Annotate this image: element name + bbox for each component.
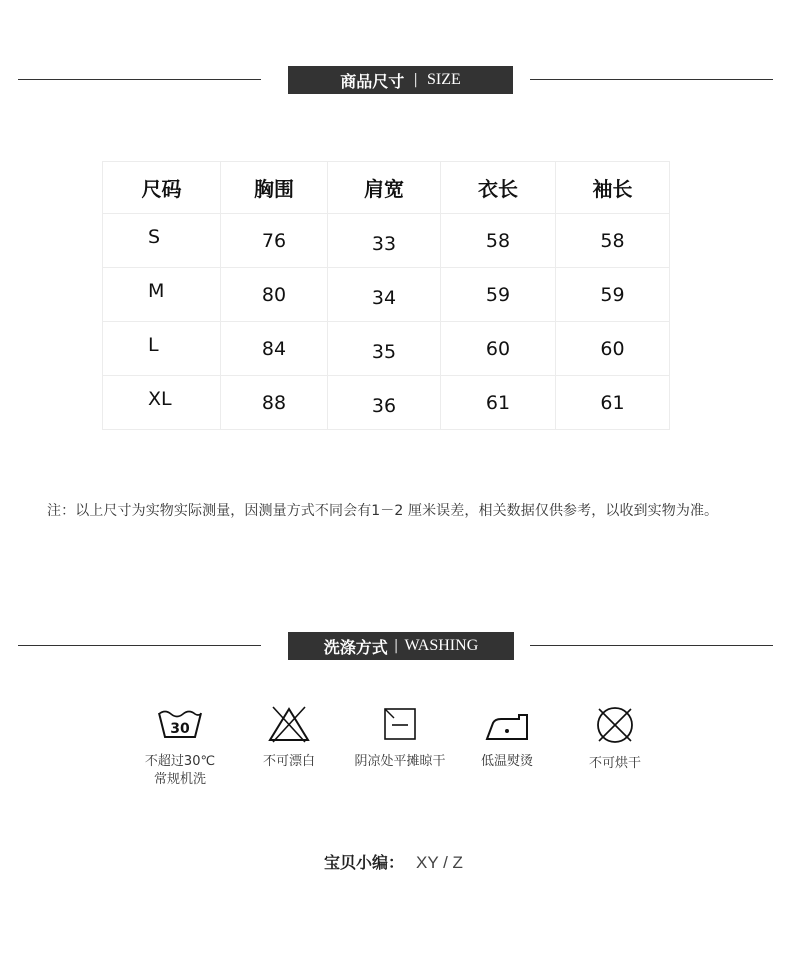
wash-temp-label: 30 [170,721,190,737]
editor-value: XY / Z [416,853,463,872]
header-size: 尺码 [103,162,221,214]
editor-credit [324,850,463,873]
wash-title-banner [288,632,514,660]
length-cell: 59 [441,268,556,322]
header-rule-left [18,79,261,80]
care-label: 不可漂白 [262,754,315,769]
care-item-dry-flat [345,705,455,771]
header-sleeve: 袖长 [556,162,670,214]
chest-cell: 88 [221,376,328,430]
care-item-no-tumble-dry [560,705,670,773]
wash-section-header [0,632,790,660]
header-shoulder: 肩宽 [328,162,441,214]
size-title-en: SIZE [426,71,461,88]
title-separator: | [413,72,418,88]
length-cell: 60 [441,322,556,376]
size-cell: M [103,264,221,318]
sleeve-cell: 58 [556,214,670,268]
wash-30-icon [156,705,204,743]
shoulder-cell: 34 [328,271,441,325]
length-cell: 58 [441,214,556,268]
header-length: 衣长 [441,162,556,214]
care-label: 不可烘干 [588,756,641,771]
size-cell: L [103,318,221,372]
size-cell: S [103,210,221,264]
chest-cell: 80 [221,268,328,322]
chest-cell: 84 [221,322,328,376]
table-row [103,214,670,268]
size-cell: XL [103,372,221,426]
size-section-header [0,66,790,94]
no-tumble-dry-icon [591,705,639,745]
care-item-no-bleach [234,705,344,771]
care-item-iron-low [452,705,562,771]
care-label: 阴凉处平摊晾干 [354,754,446,769]
sleeve-cell: 61 [556,376,670,430]
size-title-cn: 商品尺寸 [340,71,405,91]
care-label-line: 不超过30℃ [144,754,216,769]
wash-title-en: WASHING [404,637,479,654]
care-label: 低温熨烫 [480,754,533,769]
header-rule-right [530,645,773,646]
chest-cell: 76 [221,214,328,268]
header-chest: 胸围 [221,162,328,214]
measurement-note: 注：以上尺寸为实物实际测量，因测量方式不同会有1－2 厘米误差，相关数据仅供参考，以收到实物为准。 [47,503,719,519]
header-rule-left [18,645,261,646]
shoulder-cell: 36 [328,379,441,433]
table-row [103,376,670,430]
shoulder-cell: 33 [328,217,441,271]
no-bleach-icon [265,705,313,743]
care-item-wash [125,705,235,789]
size-table [102,161,670,430]
size-title-banner [288,66,513,94]
wash-title-cn: 洗涤方式 [323,637,388,657]
header-rule-right [530,79,773,80]
care-label [125,753,235,789]
editor-label: 宝贝小编： [324,853,405,872]
table-row [103,268,670,322]
title-separator: | [393,638,399,654]
table-row [103,322,670,376]
length-cell: 61 [441,376,556,430]
dry-flat-shade-icon [376,705,424,743]
sleeve-cell: 60 [556,322,670,376]
shoulder-cell: 35 [328,325,441,379]
iron-low-icon [483,705,531,743]
table-header-row [103,162,670,214]
sleeve-cell: 59 [556,268,670,322]
care-label-line: 常规机洗 [153,772,206,787]
